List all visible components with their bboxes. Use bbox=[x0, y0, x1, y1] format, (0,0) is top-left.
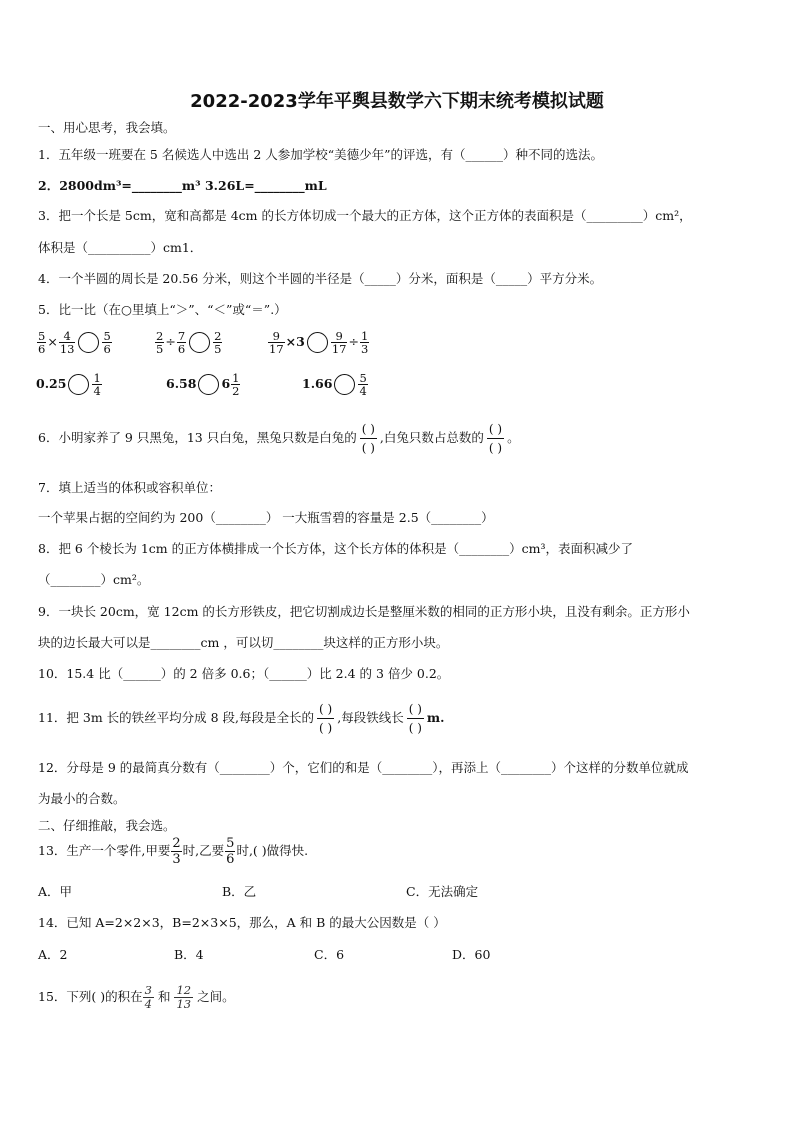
question-10: 10．15.4 比（______）的 2 倍多 0.6；（______）比 2.4 的 3 倍少 0.2。 bbox=[38, 666, 450, 681]
fraction: $\frac{1}{3}$ bbox=[360, 329, 369, 356]
question-8-line-2: （________）cm²。 bbox=[38, 572, 150, 587]
fraction: $\frac{9}{17}$ bbox=[269, 329, 284, 356]
fraction: $\frac{5}{6}$ bbox=[38, 329, 46, 356]
compare-item-b bbox=[154, 330, 223, 355]
question-14-option-d[interactable]: D．60 bbox=[452, 947, 491, 962]
question-13-option-a[interactable]: A．甲 bbox=[38, 884, 73, 899]
question-11: 11．把 3m 长的铁丝平均分成 8 段,每段是全长的 ( ) ( ) ,每段铁线长 ( ) ( ) m. bbox=[38, 702, 445, 735]
compare-item-f bbox=[302, 372, 369, 397]
question-14-option-b[interactable]: B．4 bbox=[174, 947, 204, 962]
question-2: 2．2800dm³=________m³ 3.26L=________mL bbox=[38, 178, 327, 193]
fraction: $\frac{5}{4}$ bbox=[359, 371, 367, 398]
question-5: 5．比一比（在○里填上“＞”、“＜”或“＝”.） bbox=[38, 302, 287, 317]
answer-circle[interactable] bbox=[189, 332, 210, 353]
fraction: $\frac{7}{6}$ bbox=[177, 329, 186, 356]
question-13-option-b[interactable]: B．乙 bbox=[222, 884, 257, 899]
fraction: $\frac{3}{4}$ bbox=[144, 983, 152, 1011]
fraction: $\frac{2}{3}$ bbox=[172, 836, 181, 867]
page-title: 2022-2023学年平舆县数学六下期末统考模拟试题 bbox=[190, 91, 604, 112]
question-14-option-a[interactable]: A．2 bbox=[38, 947, 68, 962]
operator: ÷ bbox=[348, 334, 359, 349]
question-14: 14．已知 A=2×2×3，B=2×3×5，那么，A 和 B 的最大公因数是（ ） bbox=[38, 915, 446, 930]
section-2-heading: 二、仔细推敲，我会选。 bbox=[38, 818, 176, 833]
question-12-line-2: 为最小的合数。 bbox=[38, 791, 126, 806]
answer-circle[interactable] bbox=[307, 332, 328, 353]
operator: × bbox=[47, 334, 58, 349]
answer-fraction[interactable]: ( ) ( ) bbox=[488, 422, 503, 455]
answer-circle[interactable] bbox=[198, 374, 219, 395]
answer-circle[interactable] bbox=[334, 374, 355, 395]
fraction: $\frac{9}{17}$ bbox=[331, 329, 347, 356]
section-1-heading: 一、用心思考，我会填。 bbox=[38, 120, 176, 135]
left-value: 6.58 bbox=[166, 376, 197, 391]
question-12-line-1: 12．分母是 9 的最简真分数有（________）个，它们的和是（________），再添上（________）个这样的分数单位就成 bbox=[38, 760, 689, 775]
question-1: 1．五年级一班要在 5 名候选人中选出 2 人参加学校“美德少年”的评选，有（______）种不同的选法。 bbox=[38, 147, 604, 162]
compare-item-e bbox=[166, 372, 241, 397]
question-3-line-1: 3．把一个长是 5cm，宽和高都是 4cm 的长方体切成一个最大的正方体，这个正方体的表面积是（_________）cm²， bbox=[38, 208, 692, 223]
question-14-option-c[interactable]: C．6 bbox=[314, 947, 345, 962]
answer-circle[interactable] bbox=[78, 332, 99, 353]
question-6: 6．小明家养了 9 只黑兔，13 只白兔，黑兔只数是白兔的 ( ) ( ) ,白兔只数占总数的 ( ) ( ) 。 bbox=[38, 422, 520, 455]
whole-part: 6 bbox=[221, 376, 231, 391]
answer-circle[interactable] bbox=[68, 374, 89, 395]
fraction: $\frac{2}{5}$ bbox=[214, 329, 222, 356]
question-4: 4．一个半圆的周长是 20.56 分米，则这个半圆的半径是（_____）分米，面积是（_____）平方分米。 bbox=[38, 271, 603, 286]
left-value: 1.66 bbox=[302, 376, 333, 391]
question-13: 13．生产一个零件,甲要 $\frac{2}{3}$ 时,乙要 $\frac{5}{6}$ 时,( )做得快. bbox=[38, 836, 309, 867]
answer-fraction[interactable]: ( ) ( ) bbox=[361, 422, 375, 455]
fraction: $\frac{4}{13}$ bbox=[59, 329, 75, 356]
fraction: $\frac{1}{4}$ bbox=[93, 371, 101, 398]
answer-fraction[interactable]: ( ) ( ) bbox=[408, 702, 422, 735]
question-9-line-1: 9．一块长 20cm，宽 12cm 的长方形铁皮，把它切割成边长是整厘米数的相同的正方形小块，且没有剩余。正方形小 bbox=[38, 604, 690, 619]
question-7: 7．填上适当的体积或容积单位： bbox=[38, 480, 221, 495]
fraction: $\frac{12}{13}$ bbox=[176, 983, 192, 1011]
left-value: 0.25 bbox=[36, 376, 67, 391]
fraction: $\frac{1}{2}$ bbox=[232, 371, 240, 398]
answer-fraction[interactable]: ( ) ( ) bbox=[319, 702, 333, 735]
compare-item-d bbox=[36, 372, 103, 397]
fraction: $\frac{5}{6}$ bbox=[103, 329, 111, 356]
question-3-line-2: 体积是（__________）cm1． bbox=[38, 240, 203, 255]
compare-item-c bbox=[267, 330, 370, 355]
question-13-option-c[interactable]: C．无法确定 bbox=[406, 884, 479, 899]
fraction: $\frac{2}{5}$ bbox=[156, 329, 164, 356]
operator: ×3 bbox=[285, 334, 305, 349]
question-8-line-1: 8．把 6 个棱长为 1cm 的正方体横排成一个长方体，这个长方体的体积是（________）cm³，表面积减少了 bbox=[38, 541, 633, 556]
question-7-items: 一个苹果占据的空间约为 200（________） 一大瓶雪碧的容量是 2.5（________） bbox=[38, 510, 494, 525]
operator: ÷ bbox=[165, 334, 176, 349]
fraction: $\frac{5}{6}$ bbox=[226, 836, 235, 867]
compare-item-a bbox=[36, 330, 113, 355]
question-9-line-2: 块的边长最大可以是________cm ，可以切________块这样的正方形小块。 bbox=[38, 635, 449, 650]
question-15: 15．下列( )的积在 $\frac{3}{4}$ 和 $\frac{12}{13}$ 之间。 bbox=[38, 983, 235, 1011]
